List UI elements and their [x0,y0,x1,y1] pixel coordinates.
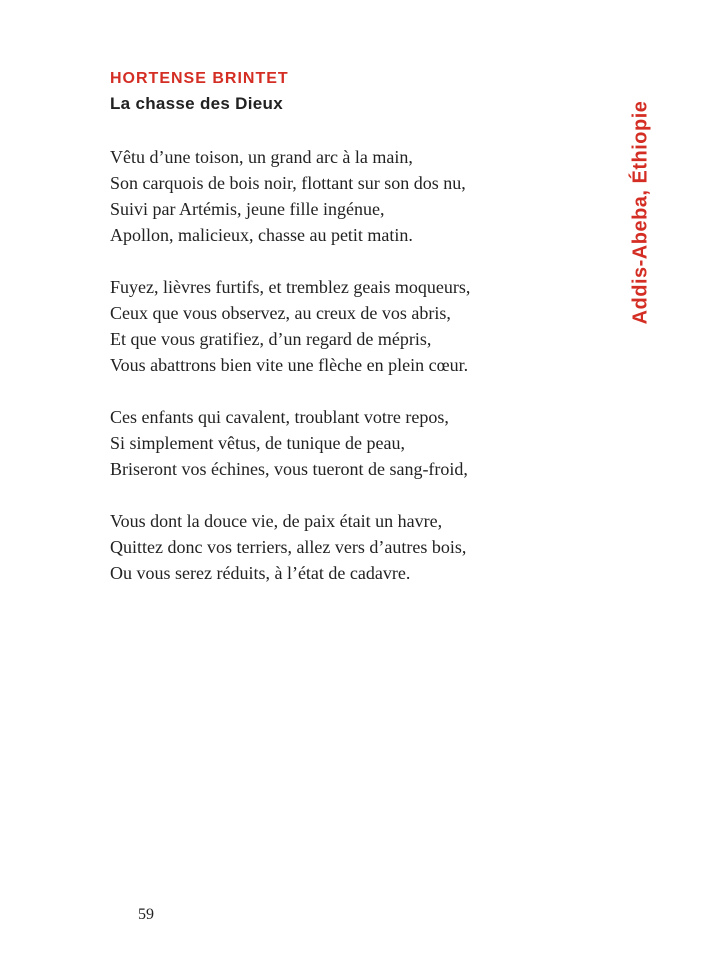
poem-line: Et que vous gratifiez, d’un regard de mépris, [110,329,432,349]
poem-line: Quittez donc vos terriers, allez vers d’autres bois, [110,537,467,557]
author-name: HORTENSE BRINTET [110,70,289,87]
poem-line: Apollon, malicieux, chasse au petit matin. [110,225,413,245]
poem-line: Ceux que vous observez, au creux de vos abris, [110,303,451,323]
poem-line: Fuyez, lièvres furtifs, et tremblez geais moqueurs, [110,277,471,297]
poem-line: Vêtu d’une toison, un grand arc à la main, [110,147,413,167]
poem-line: Vous dont la douce vie, de paix était un havre, [110,511,443,531]
poem-line: Son carquois de bois noir, flottant sur son dos nu, [110,173,466,193]
poem-line: Ou vous serez réduits, à l’état de cadavre. [110,563,411,583]
location-label: Addis-Abeba, Éthiopie [629,100,652,324]
stanza [110,404,570,482]
poem-line: Ces enfants qui cavalent, troublant votre repos, [110,407,449,427]
stanza [110,144,570,248]
poem-body [110,144,570,612]
page-number: 59 [138,906,154,923]
poem-line: Si simplement vêtus, de tunique de peau, [110,433,405,453]
poem-line: Briseront vos échines, vous tueront de sang-froid, [110,459,468,479]
stanza [110,274,570,378]
poem-title: La chasse des Dieux [110,94,283,113]
poem-line: Suivi par Artémis, jeune fille ingénue, [110,199,385,219]
location-sidebar [628,72,654,352]
stanza [110,508,570,586]
poem-line: Vous abattrons bien vite une flèche en plein cœur. [110,355,469,375]
